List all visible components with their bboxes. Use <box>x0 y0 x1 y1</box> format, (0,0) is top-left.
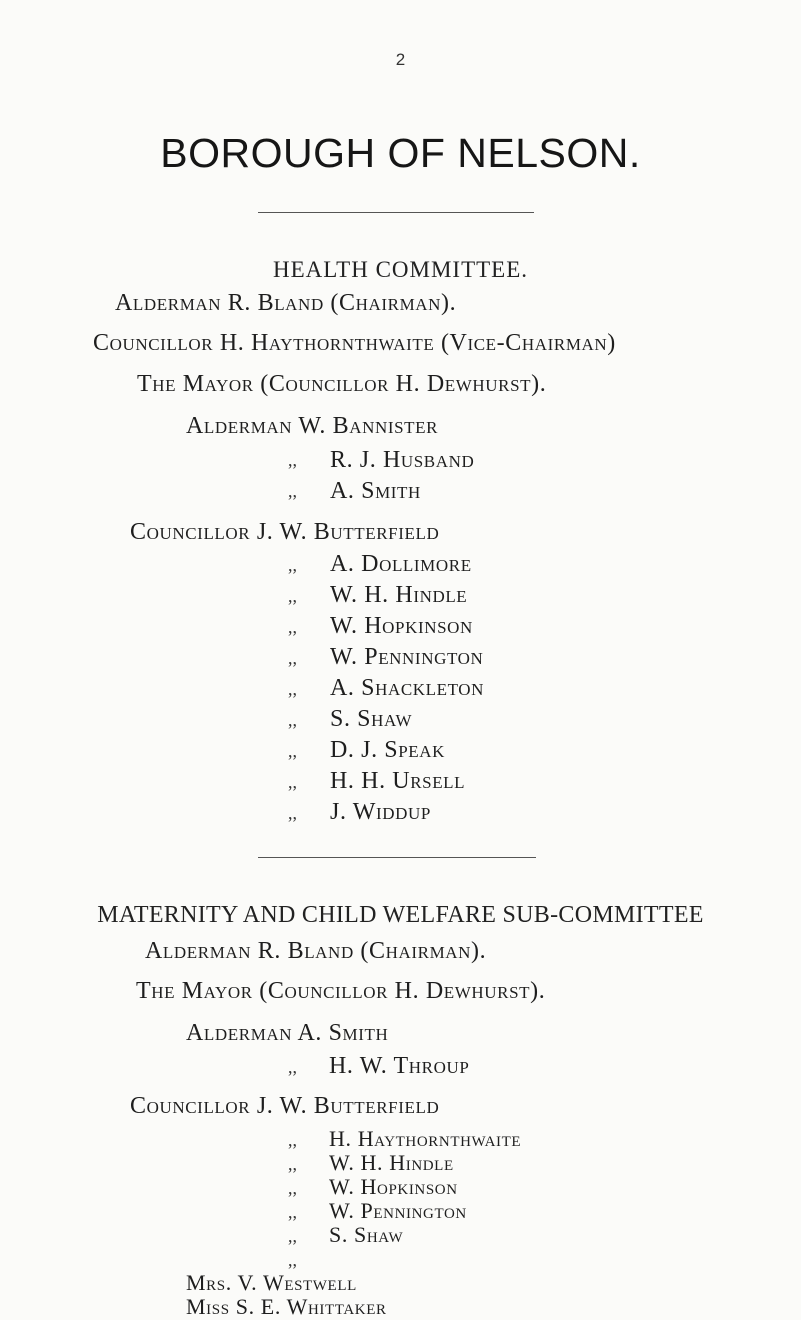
ditto-mark: ,, <box>288 1226 297 1246</box>
member-name: S. Shaw <box>329 1222 404 1247</box>
ditto-mark: ,, <box>288 555 297 575</box>
ditto-mark: ,, <box>288 710 297 730</box>
maternity-committee-heading: MATERNITY AND CHILD WELFARE SUB-COMMITTEE <box>97 902 704 928</box>
ditto-mark: ,, <box>288 679 297 699</box>
ditto-mark: ,, <box>288 1057 297 1077</box>
ditto-mark: ,, <box>288 1250 297 1270</box>
member-name: D. J. Speak <box>330 737 446 763</box>
member-name: H. Haythornthwaite <box>329 1126 522 1151</box>
divider <box>258 857 536 858</box>
member-line: The Mayor (Councillor H. Dewhurst). <box>136 978 546 1004</box>
divider <box>258 212 534 213</box>
member-line: Mrs. V. Westwell <box>186 1270 357 1295</box>
member-name: H. W. Throup <box>329 1053 470 1079</box>
member-name: S. Shaw <box>330 706 413 732</box>
ditto-mark: ,, <box>288 741 297 761</box>
member-line: Alderman W. Bannister <box>186 413 439 439</box>
ditto-mark: ,, <box>288 1130 297 1150</box>
member-name: A. Smith <box>330 478 421 504</box>
health-committee-heading: HEALTH COMMITTEE. <box>272 257 529 282</box>
member-line: Councillor H. Haythornthwaite (Vice-Chairman) <box>93 330 616 356</box>
member-name: A. Shackleton <box>330 675 485 701</box>
page-number: 2 <box>395 50 406 69</box>
ditto-mark: ,, <box>288 1178 297 1198</box>
ditto-mark: ,, <box>288 648 297 668</box>
ditto-mark: ,, <box>288 772 297 792</box>
member-name: W. Hopkinson <box>330 613 473 639</box>
ditto-mark: ,, <box>288 1154 297 1174</box>
ditto-mark: ,, <box>288 803 297 823</box>
member-line: Councillor J. W. Butterfield <box>130 519 440 545</box>
ditto-mark: ,, <box>288 617 297 637</box>
page-title: BOROUGH OF NELSON. <box>160 130 641 176</box>
member-line: Councillor J. W. Butterfield <box>130 1093 440 1119</box>
member-name: A. Dollimore <box>330 551 472 577</box>
member-line: Alderman R. Bland (Chairman). <box>115 290 457 316</box>
member-name: W. Pennington <box>329 1198 467 1223</box>
member-line: Miss S. E. Whittaker <box>186 1294 387 1319</box>
member-name: J. Widdup <box>330 799 431 825</box>
member-name: W. Pennington <box>330 644 484 670</box>
member-name: H. H. Ursell <box>330 768 466 794</box>
member-line: Alderman R. Bland (Chairman). <box>145 938 487 964</box>
member-line: Alderman A. Smith <box>186 1020 389 1046</box>
ditto-mark: ,, <box>288 1202 297 1222</box>
ditto-mark: ,, <box>288 586 297 606</box>
member-line: The Mayor (Councillor H. Dewhurst). <box>137 371 547 397</box>
member-name: W. Hopkinson <box>329 1174 458 1199</box>
member-name: W. H. Hindle <box>330 582 468 608</box>
member-name: R. J. Husband <box>330 447 475 473</box>
ditto-mark: ,, <box>288 450 297 470</box>
member-name: W. H. Hindle <box>329 1150 454 1175</box>
ditto-mark: ,, <box>288 481 297 501</box>
